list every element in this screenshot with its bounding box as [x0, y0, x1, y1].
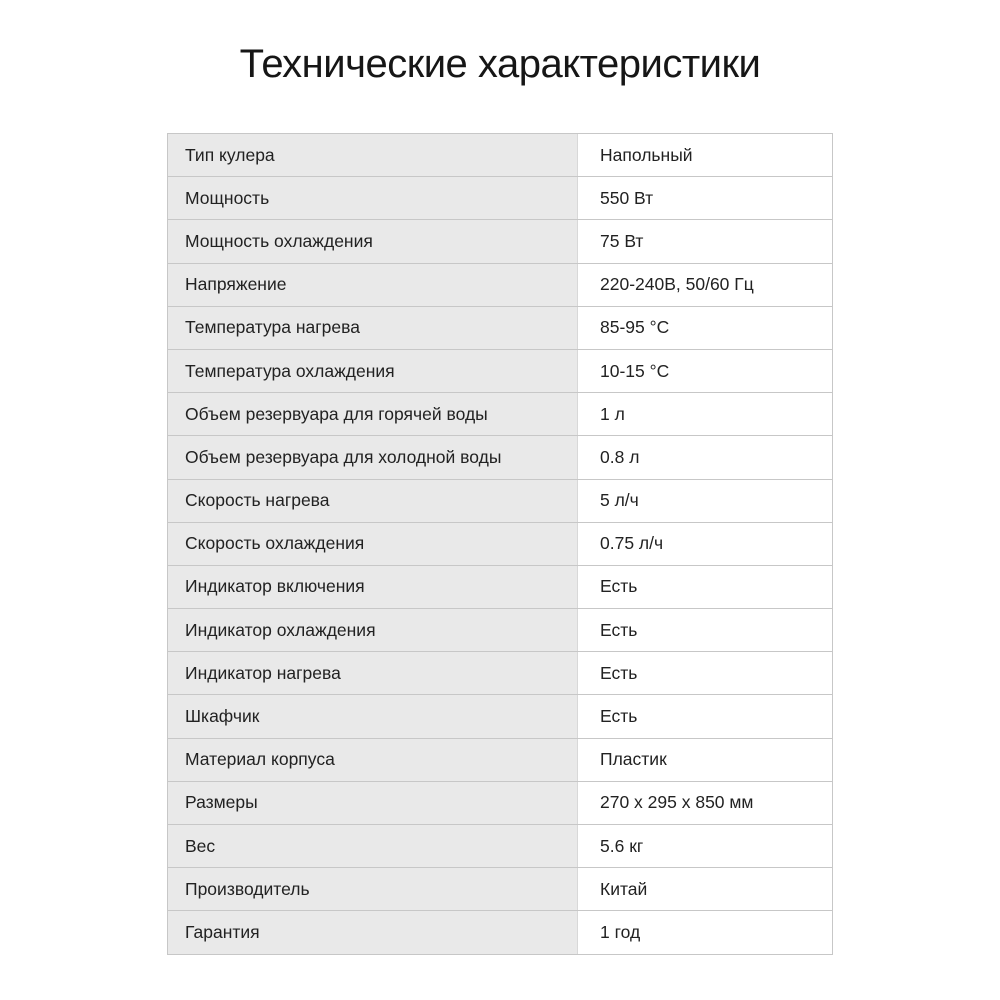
spec-value: 270 x 295 x 850 мм — [578, 782, 832, 824]
spec-value: 0.75 л/ч — [578, 523, 832, 565]
spec-value: Есть — [578, 566, 832, 608]
table-row — [168, 307, 832, 350]
spec-label: Шкафчик — [168, 695, 578, 737]
spec-label: Скорость охлаждения — [168, 523, 578, 565]
spec-value: Есть — [578, 652, 832, 694]
spec-label: Скорость нагрева — [168, 480, 578, 522]
table-row — [168, 523, 832, 566]
spec-label: Индикатор охлаждения — [168, 609, 578, 651]
spec-value: 0.8 л — [578, 436, 832, 478]
spec-label: Тип кулера — [168, 134, 578, 176]
spec-label: Размеры — [168, 782, 578, 824]
spec-value: Напольный — [578, 134, 832, 176]
table-row — [168, 825, 832, 868]
table-row — [168, 911, 832, 953]
table-row — [168, 393, 832, 436]
spec-value: 5.6 кг — [578, 825, 832, 867]
table-row — [168, 480, 832, 523]
table-row — [168, 739, 832, 782]
table-row — [168, 220, 832, 263]
spec-label: Гарантия — [168, 911, 578, 953]
table-row — [168, 436, 832, 479]
table-row — [168, 134, 832, 177]
spec-value: Есть — [578, 695, 832, 737]
spec-value: Китай — [578, 868, 832, 910]
spec-table — [167, 133, 833, 955]
table-row — [168, 868, 832, 911]
table-row — [168, 350, 832, 393]
spec-label: Мощность охлаждения — [168, 220, 578, 262]
spec-value: 550 Вт — [578, 177, 832, 219]
table-row — [168, 566, 832, 609]
spec-label: Объем резервуара для холодной воды — [168, 436, 578, 478]
spec-value: 85-95 °C — [578, 307, 832, 349]
spec-value: 75 Вт — [578, 220, 832, 262]
spec-value: 5 л/ч — [578, 480, 832, 522]
table-row — [168, 177, 832, 220]
spec-label: Индикатор включения — [168, 566, 578, 608]
table-row — [168, 782, 832, 825]
table-row — [168, 264, 832, 307]
spec-label: Производитель — [168, 868, 578, 910]
spec-value: 10-15 °C — [578, 350, 832, 392]
spec-label: Материал корпуса — [168, 739, 578, 781]
spec-label: Вес — [168, 825, 578, 867]
spec-label: Температура нагрева — [168, 307, 578, 349]
table-row — [168, 652, 832, 695]
spec-value: 1 год — [578, 911, 832, 953]
spec-label: Мощность — [168, 177, 578, 219]
table-row — [168, 609, 832, 652]
spec-value: 220-240В, 50/60 Гц — [578, 264, 832, 306]
spec-label: Объем резервуара для горячей воды — [168, 393, 578, 435]
table-row — [168, 695, 832, 738]
spec-value: 1 л — [578, 393, 832, 435]
spec-value: Есть — [578, 609, 832, 651]
spec-value: Пластик — [578, 739, 832, 781]
spec-label: Температура охлаждения — [168, 350, 578, 392]
spec-label: Индикатор нагрева — [168, 652, 578, 694]
spec-label: Напряжение — [168, 264, 578, 306]
page-title: Технические характеристики — [239, 42, 761, 86]
